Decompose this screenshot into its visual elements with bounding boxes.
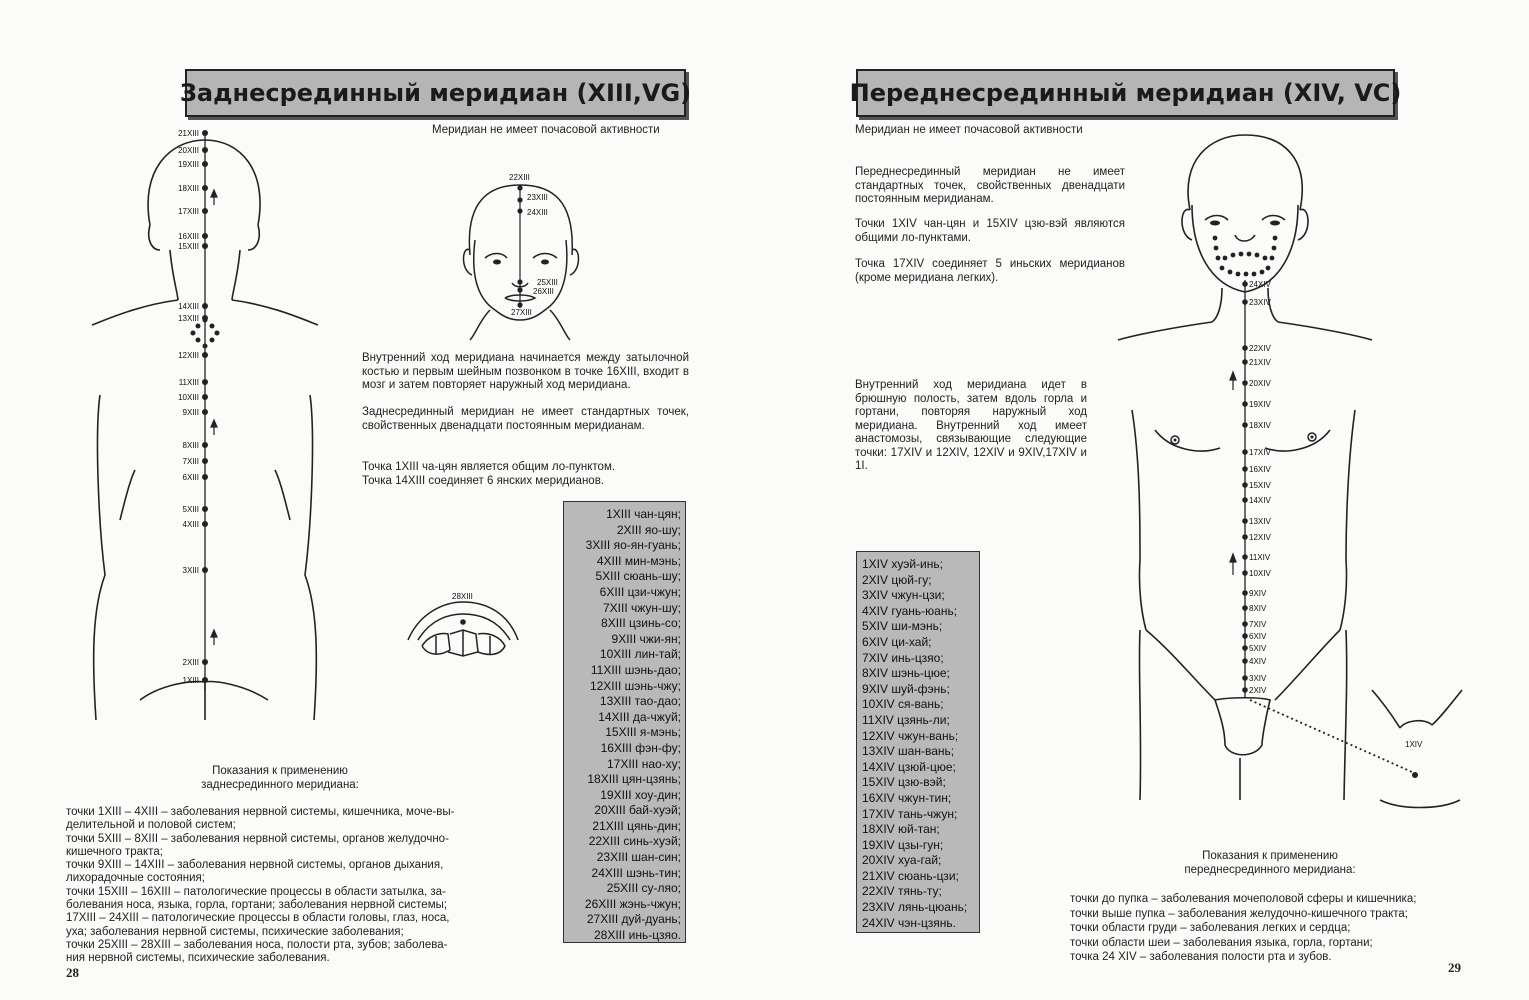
indications-title-line: Показания к применению (1202, 850, 1338, 862)
meridian-point (1242, 658, 1248, 664)
point-label: 15XIV (1249, 481, 1271, 490)
point-label: 2XIV (1249, 686, 1267, 695)
point-label: 1XIII (182, 676, 199, 685)
point-list-item: 18XIII цян-цзянь; (587, 772, 681, 787)
meridian-point (1242, 570, 1248, 576)
point-label: 21XIII (178, 129, 199, 138)
point-list-item: 28XIII инь-цзяо. (593, 928, 681, 943)
point-list-item: 13XIII тао-дао; (599, 694, 681, 709)
right-points-list (856, 551, 980, 933)
point-list-item: 27XIII дуй-дуань; (586, 912, 681, 927)
indications-title-line: переднесрединного меридиана: (1184, 863, 1356, 876)
point-label: 18XIII (178, 184, 199, 193)
face-label: 23XIII (527, 193, 548, 202)
point-list-item: 17XIV тань-чжун; (862, 806, 958, 821)
indication-line: точки 15XIII – 16XIII – патологические процессы в области затылка, за- (66, 885, 446, 898)
point-label: 13XIII (178, 314, 199, 323)
left-standard-text: Заднесрединный меридиан не имеет стандартных точек, свойственных двенадцати постоянным меридианам. (362, 406, 689, 432)
point-label: 9XIII (182, 408, 199, 417)
right-yin-text: Точка 17XIV соединяет 5 иньских меридианов (кроме меридиана легких). (855, 258, 1125, 284)
meridian-point (1242, 687, 1248, 693)
meridian-point (1242, 281, 1248, 287)
point-list-item: 13XIV шан-вань; (862, 744, 955, 759)
indications-title-line: заднесрединного меридиана: (201, 778, 359, 791)
meridian-point (1242, 299, 1248, 305)
point-label: 6XIII (182, 473, 199, 482)
indication-line: уха; заболевания нервной системы, психические заболевания; (66, 925, 404, 938)
point-list-item: 6XIV ци-хай; (862, 634, 932, 649)
indication-line: точки до пупка – заболевания мочеполовой сферы и кишечника; (1070, 893, 1417, 905)
left-internal-text: Внутренний ход меридиана начинается между затылочной костью и первым шейным позвонком в точке 16XIII, входит в мозг и затем повторяет наружный ход меридиана. (362, 352, 689, 391)
point-label: 4XIII (182, 520, 199, 529)
right-indications-title (1140, 850, 1400, 877)
point-label: 8XIII (182, 441, 199, 450)
indication-line: точки 5XIII – 8XIII – заболевания нервной системы, органов желудочно- (66, 832, 449, 845)
meridian-point (1242, 633, 1248, 639)
point-list-item: 5XIII сюань-шу; (595, 569, 681, 584)
point-list-item: 8XIV шэнь-цюе; (862, 666, 950, 681)
point-label: 14XIV (1249, 496, 1271, 505)
point-label: 23XIV (1249, 298, 1271, 307)
point-list-item: 10XIV ся-вань; (862, 697, 944, 712)
point-list-item: 3XIV чжун-цзи; (862, 588, 945, 603)
point-label: 20XIV (1249, 379, 1271, 388)
right-internal-text: Внутренний ход меридиана идет в брюшную полость, затем вдоль горла и гортани, повторяя наружный ход меридиана. Внутренний ход имеет анастомозы, связывающие следующие точки: 17XIV и 12XIV, 12XIV и 9XIV,17XIV и 1I. (855, 379, 1087, 472)
point-label: 17XIII (178, 207, 199, 216)
perineum-label: 1XIV (1405, 740, 1423, 749)
point-list-item: 22XIV тянь-ту; (862, 884, 942, 899)
meridian-point (1242, 605, 1248, 611)
point-list-item: 6XIII цзи-чжун; (599, 584, 681, 599)
meridian-point (1242, 590, 1248, 596)
meridian-point (1242, 497, 1248, 503)
point-label: 10XIII (178, 393, 199, 402)
meridian-point (1242, 345, 1248, 351)
meridian-point (1242, 675, 1248, 681)
point-list-item: 2XIV цюй-гу; (862, 572, 932, 587)
point-label: 3XIV (1249, 674, 1267, 683)
indication-line: точки области шеи – заболевания языка, горла, гортани; (1070, 936, 1373, 949)
point-list-item: 1XIII чан-цян; (606, 507, 681, 521)
point-list-item: 4XIII мин-мэнь; (596, 553, 681, 568)
point-label: 24XIV (1249, 280, 1271, 289)
point-list-item: 15XIV цзю-вэй; (862, 775, 946, 790)
point-label: 14XIII (178, 302, 199, 311)
point-list-item: 16XIV чжун-тин; (862, 790, 952, 805)
meridian-point (1242, 621, 1248, 627)
point-label: 6XIV (1249, 632, 1267, 641)
indication-line: точки области груди – заболевания легких и сердца; (1070, 922, 1351, 934)
meridian-point (1242, 380, 1248, 386)
point-list-item: 17XIII нао-ху; (607, 756, 681, 771)
point-label: 16XIV (1249, 465, 1271, 474)
point-list-item: 4XIV гуань-юань; (862, 603, 958, 618)
indication-line: точка 24 XIV – заболевания полости рта и зубов. (1070, 951, 1332, 963)
point-label: 5XIII (182, 505, 199, 514)
point-label: 11XIII (178, 378, 199, 387)
point-list-item: 16XIII фэн-фу; (600, 740, 681, 755)
face-label: 25XIII (537, 278, 558, 287)
indication-line: точки 9XIII – 14XIII – заболевания нервной системы, органов дыхания, (66, 859, 444, 872)
meridian-point (1242, 422, 1248, 428)
point-list-item: 26XIII жэнь-чжун; (584, 896, 681, 911)
point-list-item: 21XIV сюань-цзи; (862, 868, 959, 883)
meridian-point (1242, 645, 1248, 651)
point-list-item: 25XIII су-ляо; (606, 881, 681, 896)
point-list-item: 19XIII хоу-дин; (600, 787, 681, 802)
mouth-label: 28XIII (452, 592, 473, 601)
indication-line: 17XIII – 24XIII – патологические процессы в области головы, глаз, носа, (66, 912, 450, 925)
meridian-point (1242, 554, 1248, 560)
point-list-item: 1XIV хуэй-инь; (862, 557, 943, 571)
page-number-right: 29 (1448, 960, 1461, 975)
indication-line: лихорадочные состояния; (66, 872, 205, 885)
meridian-point (1242, 482, 1248, 488)
indication-line: болевания носа, языка, горла, гортани; заболевания нервной системы; (66, 899, 448, 912)
point-list-item: 18XIV юй-тан; (862, 822, 940, 837)
point-list-item: 20XIV хуа-гай; (862, 853, 942, 868)
point-label: 12XIV (1249, 533, 1271, 542)
point-list-item: 20XIII бай-хуэй; (594, 803, 681, 818)
indication-line: ния нервной системы, психические заболевания. (66, 952, 330, 965)
point-label: 16XIII (178, 232, 199, 241)
point-label: 15XIII (178, 242, 199, 251)
right-lo-text: Точки 1XIV чан-цян и 15XIV цзю-вэй являются общими ло-пунктами. (855, 218, 1125, 244)
point-list-item: 10XIII лин-тай; (599, 647, 681, 662)
point-label: 10XIV (1249, 569, 1271, 578)
face-label: 27XIII (511, 308, 532, 317)
point-list-item: 22XIII синь-хуэй; (588, 834, 681, 849)
point-list-item: 21XIII цянь-дин; (592, 818, 681, 833)
indication-line: точки 25XIII – 28XIII – заболевания носа, полости рта, зубов; заболева- (66, 938, 448, 951)
face-label: 24XIII (527, 208, 548, 217)
point-label: 11XIV (1249, 553, 1271, 562)
point-list-item: 3XIII яо-ян-гуань; (585, 538, 681, 553)
point-list-item: 12XIV чжун-вань; (862, 728, 959, 743)
point-label: 9XIV (1249, 589, 1267, 598)
point-list-item: 12XIII шэнь-чжу; (589, 678, 681, 693)
right-page-title: Переднесрединный меридиан (XIV, VC) (856, 69, 1395, 117)
left-page-title: Заднесрединный меридиан (XIII,VG) (185, 69, 686, 117)
point-label: 5XIV (1249, 644, 1267, 653)
point-label: 20XIII (178, 146, 199, 155)
point-label: 7XIII (182, 457, 199, 466)
right-standard-text: Переднесрединный меридиан не имеет стандартных точек, свойственных двенадцати постоянным меридианам. (855, 166, 1125, 205)
point-list-item: 14XIII да-чжуй; (598, 709, 681, 724)
point-label: 7XIV (1249, 620, 1267, 629)
indication-line: делительной и половой систем; (66, 819, 236, 832)
meridian-point (1242, 359, 1248, 365)
right-activity-note: Меридиан не имеет почасовой активности (855, 124, 1083, 136)
point-label: 22XIV (1249, 344, 1271, 353)
meridian-point (1242, 518, 1248, 524)
point-label: 8XIV (1249, 604, 1267, 613)
point-list-item: 8XIII цзинь-со; (601, 616, 681, 631)
point-list-item: 23XIV лянь-цюань; (862, 900, 968, 915)
left-lo-point: Точка 1XIII ча-цян является общим ло-пунктом. (362, 461, 616, 473)
point-list-item: 5XIV ши-мэнь; (862, 619, 943, 634)
point-label: 21XIV (1249, 358, 1271, 367)
point-list-item: 24XIII шэнь-тин; (591, 865, 681, 880)
meridian-point (1242, 534, 1248, 540)
point-list-item: 19XIV цзы-гун; (862, 837, 944, 852)
meridian-point (1242, 401, 1248, 407)
left-yang-point: Точка 14XIII соединяет 6 янских меридианов. (362, 475, 605, 487)
indications-title-line: Показания к применению (212, 765, 348, 777)
point-list-item: 2XIII яо-шу; (616, 522, 681, 537)
point-list-item: 11XIII шэнь-дао; (590, 662, 681, 677)
point-label: 19XIII (178, 160, 199, 169)
point-label: 3XIII (182, 566, 199, 575)
left-activity-note: Меридиан не имеет почасовой активности (432, 124, 660, 136)
meridian-point (1242, 449, 1248, 455)
point-list-item: 9XIII чжи-ян; (611, 631, 681, 646)
point-list-item: 14XIV цзюй-цюе; (862, 759, 956, 774)
point-label: 19XIV (1249, 400, 1271, 409)
point-list-item: 7XIV инь-цзяо; (862, 650, 944, 665)
point-list-item: 7XIII чжун-шу; (602, 600, 681, 615)
meridian-point (1242, 466, 1248, 472)
point-label: 4XIV (1249, 657, 1267, 666)
point-list-item: 15XIII я-мэнь; (605, 725, 681, 740)
point-label: 17XIV (1249, 448, 1271, 457)
point-label: 2XIII (182, 658, 199, 667)
face-label: 22XIII (509, 173, 530, 182)
point-list-item: 11XIV цзянь-ли; (862, 712, 950, 727)
indication-line: кишечного тракта; (66, 845, 163, 858)
point-label: 18XIV (1249, 421, 1271, 430)
face-label: 26XIII (533, 287, 554, 296)
indication-line: точки 1XIII – 4XIII – заболевания нервной системы, кишечника, моче-вы- (66, 806, 455, 818)
point-list-item: 24XIV чэн-цзянь. (862, 915, 956, 930)
point-label: 13XIV (1249, 517, 1271, 526)
point-label: 12XIII (178, 351, 199, 360)
right-indications (1070, 892, 1470, 965)
indication-line: точки выше пупка – заболевания желудочно-кишечного тракта; (1070, 907, 1408, 920)
point-list-item: 9XIV шуй-фэнь; (862, 681, 950, 696)
point-list-item: 23XIII шан-син; (596, 850, 681, 865)
page-number-left: 28 (66, 965, 79, 980)
